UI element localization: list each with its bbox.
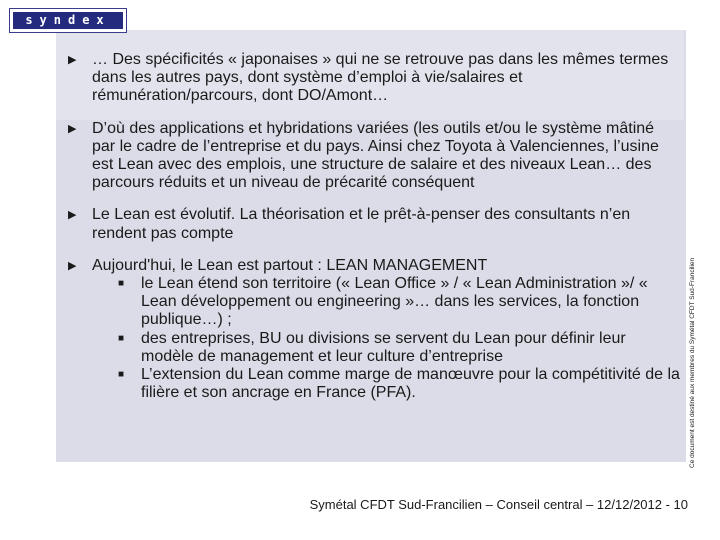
sub-bullet-competitivite: [68, 366, 680, 402]
syndex-logo: [9, 8, 127, 33]
bullet-text: Aujourd'hui, le Lean est partout : LEAN MANAGEMENT: [92, 256, 488, 274]
bullet-text: D’où des applications et hybridations variées (les outils et/ou le système mâtiné par le cadre de l’entreprise et du pays. Ainsi chez Toyota à Valenciennes, l’usine est Lean avec des emplois, une structure de salaire et des niveaux Lean… des parcours réduits et un niveau de précarité conséquent: [92, 119, 659, 192]
sub-bullet-territoire: [68, 275, 680, 330]
sub-bullet-text: L’extension du Lean comme marge de manœuvre pour la compétitivité de la filière et son ancrage en France (PFA).: [141, 366, 680, 402]
slide-footer: Symétal CFDT Sud-Francilien – Conseil central – 12/12/2012 - 10: [309, 497, 688, 512]
triangle-right-icon: ▶: [68, 259, 77, 272]
triangle-right-icon: ▶: [68, 54, 77, 66]
bullet-text: … Des spécificités « japonaises » qui ne se retrouve pas dans les mêmes termes dans les autres pays, dont système d’emploi à vie/salaires et rémunération/parcours, dont DO/Amont…: [92, 51, 669, 105]
square-bullet-icon: ■: [118, 332, 125, 344]
square-bullet-icon: ■: [118, 278, 125, 290]
logo-text: syndex: [13, 12, 123, 29]
triangle-right-icon: ▶: [68, 122, 77, 135]
square-bullet-icon: ■: [118, 369, 125, 381]
sub-bullet-text: des entreprises, BU ou divisions se servent du Lean pour définir leur modèle de management et leur culture d’entreprise: [141, 329, 626, 365]
triangle-right-icon: ▶: [68, 209, 77, 222]
sub-bullet-modele: [68, 330, 680, 366]
sub-bullet-text: le Lean étend son territoire (« Lean Office » / « Lean Administration »/ « Lean développement ou engineering »… dans les services, la fonction publique…) ;: [141, 275, 648, 329]
bullet-text: Le Lean est évolutif. La théorisation et le prêt-à-penser des consultants n’en rendent pas compte: [92, 206, 631, 242]
bullet-applications: [68, 120, 680, 193]
confidentiality-note: Ce document est destiné aux membres du Symétal CFDT Sud-Francilien: [689, 257, 696, 468]
slide-content: [68, 51, 680, 402]
bullet-evolutif: [68, 206, 680, 242]
bullet-aujourdhui: [68, 257, 680, 275]
bullet-specificites: [68, 51, 680, 106]
